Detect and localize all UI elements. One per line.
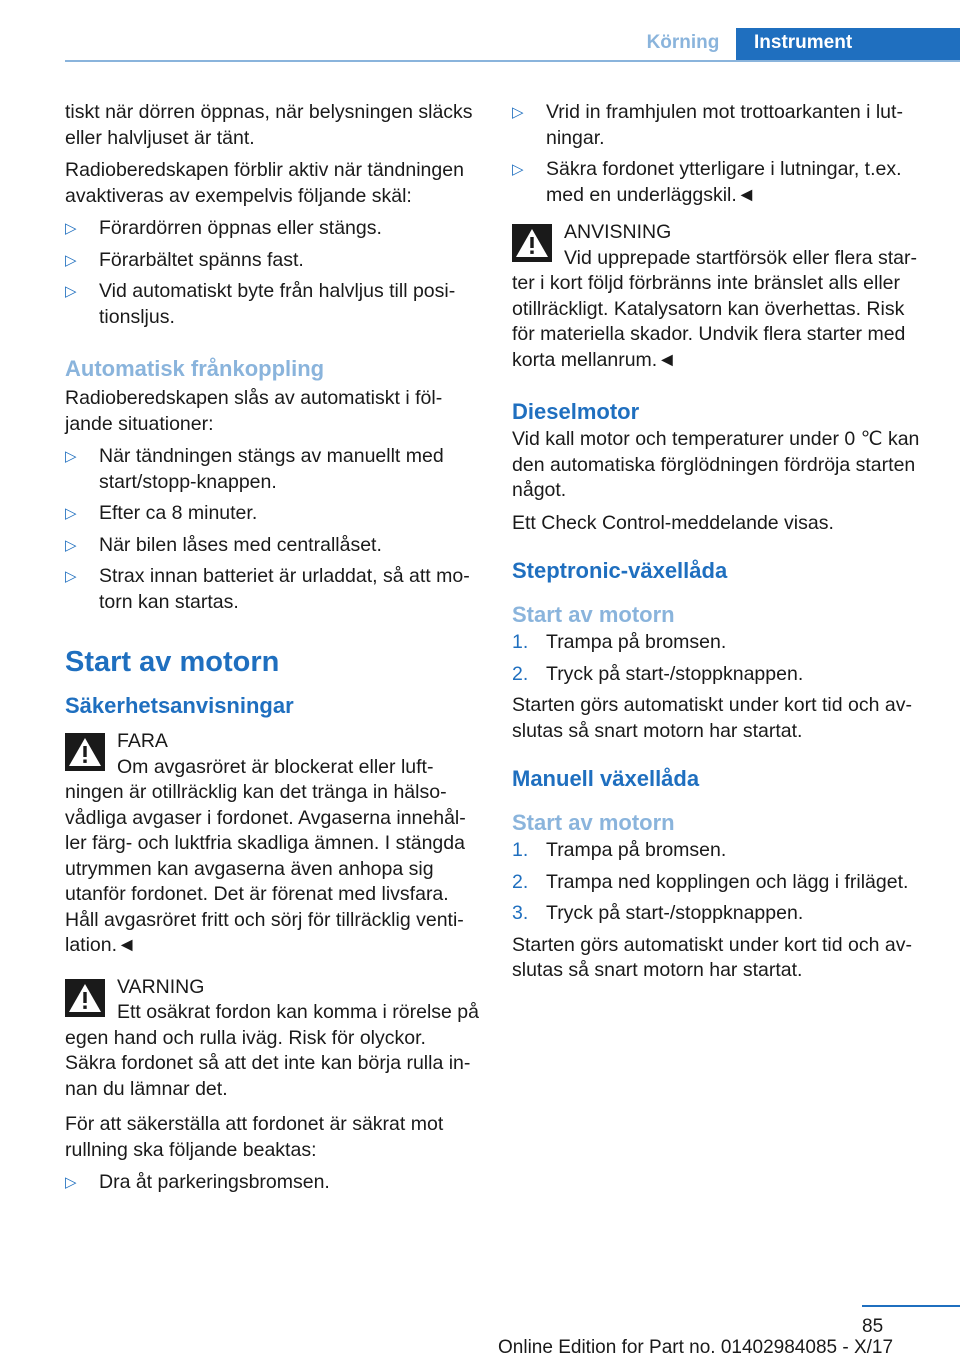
- warning-triangle-icon: [512, 224, 552, 262]
- bullet-triangle-icon: ▷: [65, 448, 77, 465]
- heading-steptronic-start: Start av motorn: [512, 602, 675, 627]
- footer-edition: Online Edition for Part no. 01402984085 - X/17: [498, 1337, 894, 1358]
- intro-paragraph-1: tiskt när dörren öppnas, när belysningen släcks eller halvljuset är tänt.: [65, 101, 473, 149]
- page-number: 85: [862, 1316, 884, 1337]
- diesel-paragraph-2: Ett Check Control-meddelande visas.: [512, 511, 834, 534]
- list-item: ▷ Förardörren öppnas eller stängs.: [65, 216, 480, 242]
- left-column: [65, 100, 480, 1202]
- heading-start-av-motorn: Start av motorn: [65, 646, 280, 678]
- header-tab-instrument: Instrument: [736, 28, 960, 62]
- heading-sakerhetsanvisningar: Säkerhetsanvisningar: [65, 693, 294, 718]
- list-item: ▷ När bilen låses med centrallåset.: [65, 533, 480, 559]
- steptronic-after-paragraph: Starten görs automatiskt under kort tid och avslutas så snart motorn har startat.: [512, 694, 912, 742]
- right-column: [512, 100, 932, 991]
- bullet-triangle-icon: ▷: [65, 220, 77, 237]
- footer-rule: [862, 1305, 960, 1307]
- warning-text: Vid upprepade startförsök eller flera starter i kort följd förbränns inte bränslet alls eller otillräckligt. Katalysatorn kan överhettas. Risk för materiella skador. Undvik flera starter med korta mellanrum.◄: [512, 246, 917, 371]
- auto-paragraph: Radioberedskapen slås av automatiskt i följande situationer:: [65, 387, 443, 435]
- list-item: 1. Trampa på bromsen.: [512, 839, 727, 861]
- warning-triangle-icon: [65, 733, 105, 771]
- list-item: ▷ Vid automatiskt byte från halvljus till positionsljus.: [65, 280, 456, 328]
- list-item: ▷ Strax innan batteriet är urladdat, så att motorn kan startas.: [65, 565, 470, 613]
- list-item: ▷ När tändningen stängs av manuellt med start/stopp-knappen.: [65, 445, 444, 493]
- bullet-triangle-icon: ▷: [65, 536, 77, 554]
- warning-varning: [65, 975, 480, 1103]
- list-item: ▷ Vrid in framhjulen mot trottoarkanten i lutningar.: [512, 101, 903, 149]
- warning-fara: [65, 729, 480, 959]
- warning-anvisning: [512, 220, 932, 373]
- warning-title: FARA: [117, 730, 168, 752]
- list-item: 1. Trampa på bromsen.: [512, 631, 727, 653]
- bullet-triangle-icon: ▷: [65, 568, 77, 585]
- list-item: ▷ Dra åt parkeringsbromsen.: [65, 1170, 480, 1196]
- bullet-triangle-icon: ▷: [65, 1174, 77, 1191]
- warning-text: Ett osäkrat fordon kan komma i rörelse på egen hand och rulla iväg. Risk för olyckor. Säkra fordonet så att det inte kan börja rulla innan du lämnar det.: [65, 1001, 479, 1100]
- list-item: 3. Tryck på start-/stoppknappen.: [512, 902, 804, 924]
- bullet-triangle-icon: ▷: [65, 251, 77, 269]
- list-item: ▷ Efter ca 8 minuter.: [65, 501, 480, 527]
- header-rule: [65, 60, 960, 62]
- heading-steptronic: Steptronic-växellåda: [512, 558, 728, 583]
- bullet-triangle-icon: ▷: [65, 283, 77, 300]
- list-item: 2. Tryck på start-/stoppknappen.: [512, 662, 804, 685]
- heading-manuell-vaxellada: Manuell växellåda: [512, 766, 700, 791]
- list-item: 2. Trampa ned kopplingen och lägg i friläget.: [512, 870, 909, 893]
- heading-dieselmotor: Dieselmotor: [512, 399, 640, 424]
- manual-after-paragraph: Starten görs automatiskt under kort tid och avslutas så snart motorn har startat.: [512, 933, 912, 981]
- list-item: ▷ Förarbältet spänns fast.: [65, 248, 480, 274]
- header-tab-korning: Körning: [646, 32, 720, 53]
- heading-manuell-start: Start av motorn: [512, 810, 675, 835]
- list-item: ▷ Säkra fordonet ytterligare i lutningar, t.ex. med en underläggskil.◄: [512, 158, 902, 206]
- bullet-triangle-icon: ▷: [512, 161, 524, 178]
- secure-paragraph: För att säkerställa att fordonet är säkrat mot rullning ska följande beaktas:: [65, 1113, 444, 1161]
- warning-triangle-icon: [65, 979, 105, 1017]
- warning-text: Om avgasröret är blockerat eller luftningen är otillräcklig kan det tränga in hälsovådliga avgaser i fordonet. Avgaserna innehåller färg- och luktfria skadliga ämnen. I stängda utrymmen kan avgaserna även anhopa sig utanför fordonet. Det är förenat med livsfara. Håll avgasröret fritt och sörj för tillräcklig ventilation.◄: [65, 755, 466, 956]
- warning-title: ANVISNING: [564, 221, 672, 243]
- heading-automatisk-frankoppling: Automatisk frånkoppling: [65, 356, 325, 381]
- bullet-triangle-icon: ▷: [65, 505, 77, 522]
- bullet-triangle-icon: ▷: [512, 104, 524, 121]
- intro-paragraph-2: Radioberedskapen förblir aktiv när tändningen avaktiveras av exempelvis följande skäl:: [65, 159, 464, 207]
- warning-title: VARNING: [117, 975, 205, 998]
- diesel-paragraph-1: Vid kall motor och temperaturer under 0 ℃ kan den automatiska förglödningen fördröja starten något.: [512, 428, 920, 501]
